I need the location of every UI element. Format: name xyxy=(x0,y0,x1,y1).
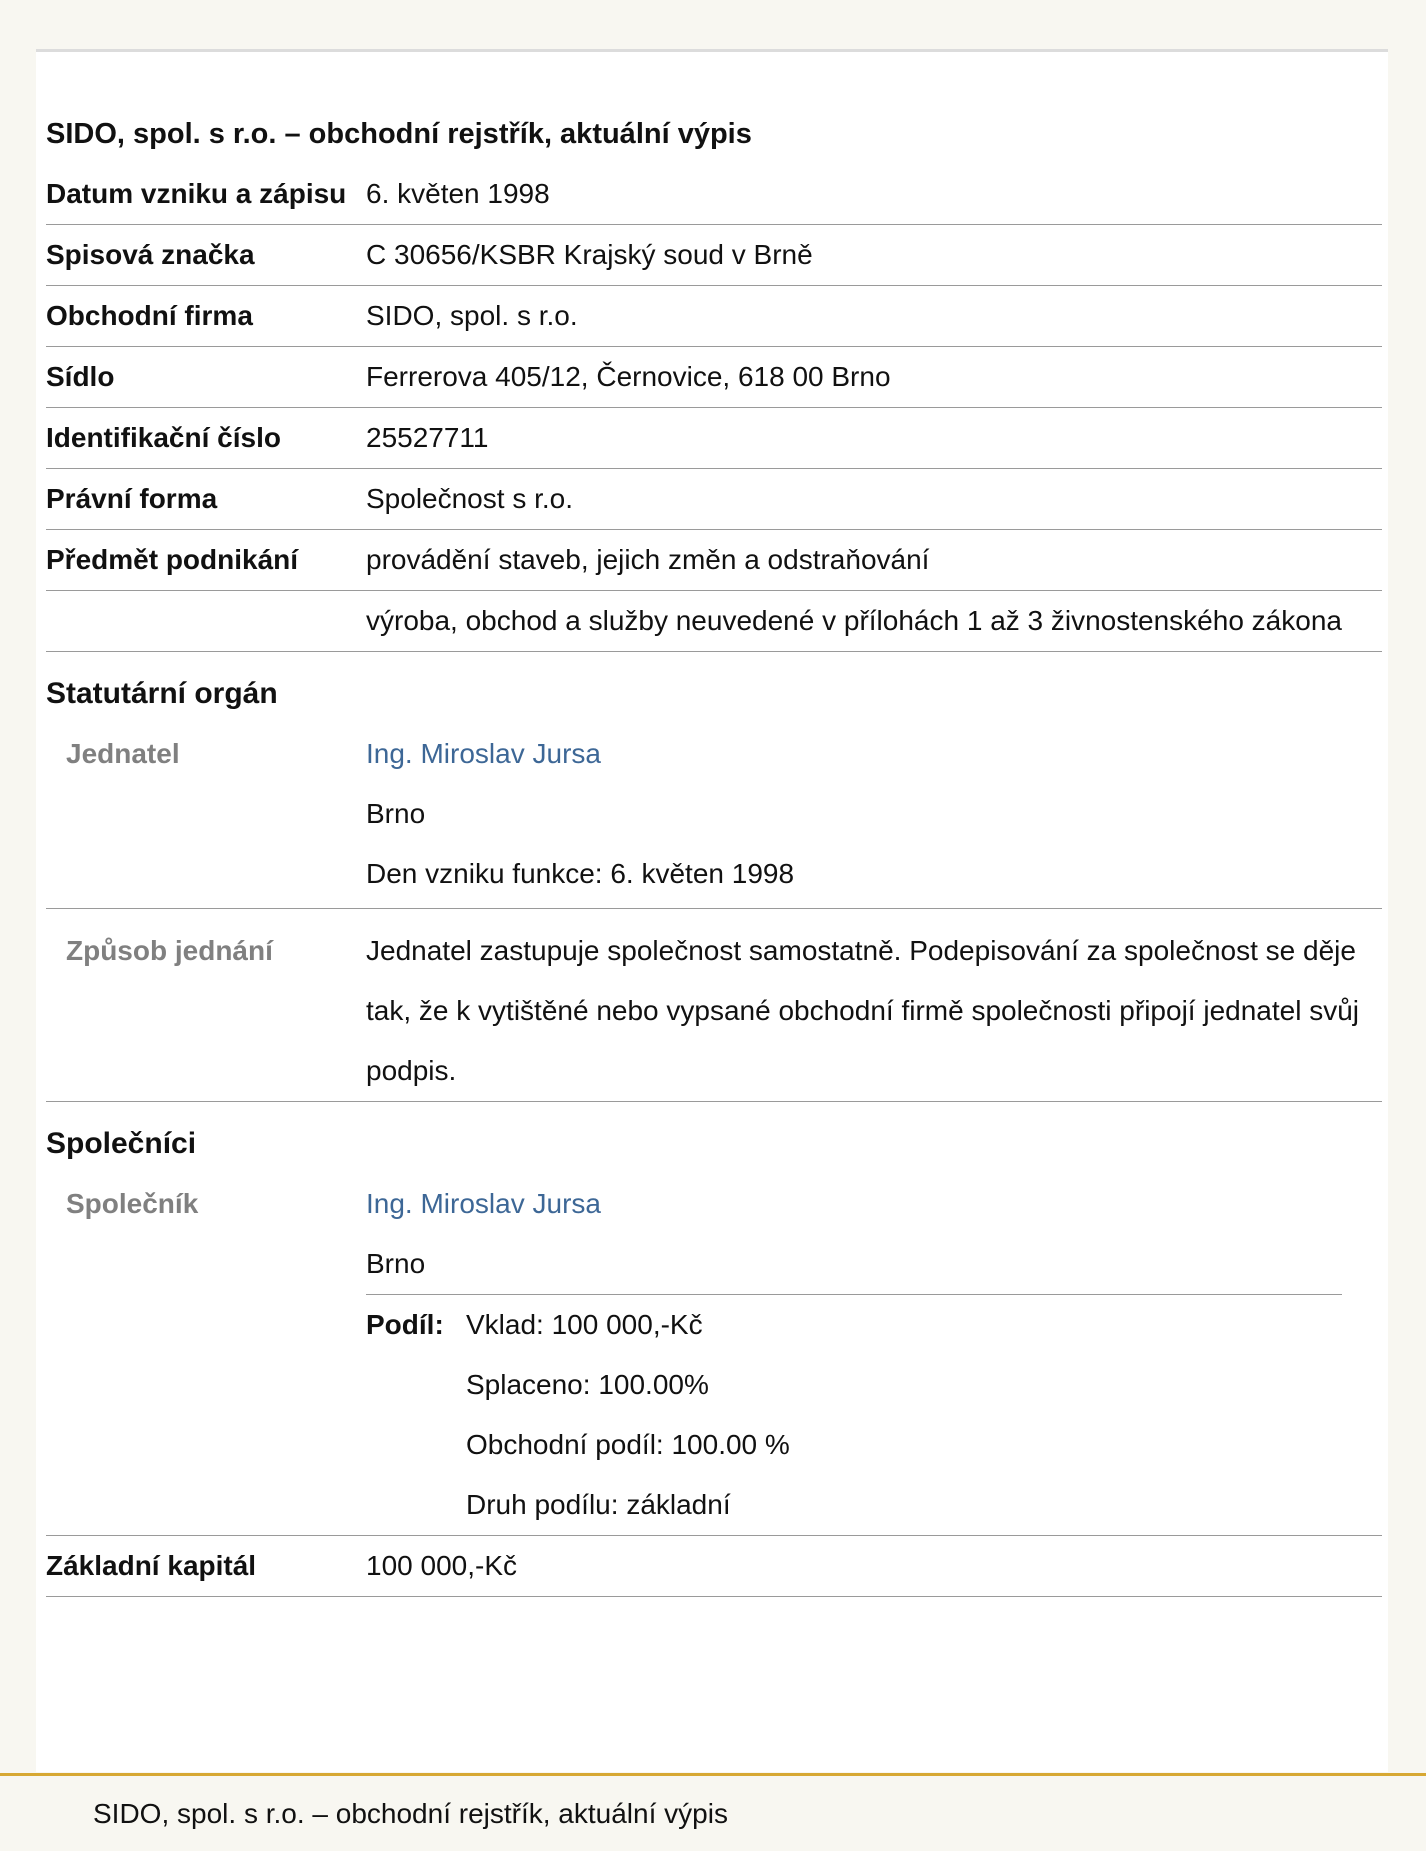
row-value: výroba, obchod a služby neuvedené v přílohách 1 až 3 živnostenského zákona xyxy=(366,591,1382,652)
manner-label: Způsob jednání xyxy=(46,909,366,1102)
row-value: provádění staveb, jejich změn a odstraňování xyxy=(366,530,1382,591)
row-label: Sídlo xyxy=(46,347,366,408)
register-row xyxy=(46,469,1382,530)
row-value: SIDO, spol. s r.o. xyxy=(366,286,1382,347)
partner-share xyxy=(366,1294,1342,1535)
row-label: Právní forma xyxy=(46,469,366,530)
row-label: Identifikační číslo xyxy=(46,408,366,469)
manner-row xyxy=(46,909,1382,1102)
share-kind: Druh podílu: základní xyxy=(466,1489,731,1520)
capital-value: 100 000,-Kč xyxy=(366,1536,1382,1597)
capital-row xyxy=(46,1536,1382,1597)
footer-text: SIDO, spol. s r.o. – obchodní rejstřík, aktuální výpis xyxy=(93,1798,728,1829)
partner-person-link[interactable]: Ing. Miroslav Jursa xyxy=(366,1188,601,1219)
row-label xyxy=(46,591,366,652)
share-deposit: Vklad: 100 000,-Kč xyxy=(466,1309,703,1340)
statutory-city: Brno xyxy=(366,798,426,829)
row-value: 25527711 xyxy=(366,408,1382,469)
partner-role: Společník xyxy=(46,1174,366,1536)
manner-text: Jednatel zastupuje společnost samostatně. Podepisování za společnost se děje tak, že k vytištěné nebo vypsané obchodní firmě společnosti připojí jednatel svůj podpis. xyxy=(366,909,1382,1102)
row-label: Datum vzniku a zápisu xyxy=(46,164,366,225)
row-value: C 30656/KSBR Krajský soud v Brně xyxy=(366,225,1382,286)
register-table xyxy=(46,164,1382,1597)
partners-heading: Společníci xyxy=(46,1127,197,1160)
share-paid: Splaceno: 100.00% xyxy=(466,1369,709,1400)
capital-label: Základní kapitál xyxy=(46,1536,366,1597)
row-label: Spisová značka xyxy=(46,225,366,286)
row-value: Společnost s r.o. xyxy=(366,469,1382,530)
statutory-person-link[interactable]: Ing. Miroslav Jursa xyxy=(366,738,601,769)
register-row xyxy=(46,408,1382,469)
partners-heading-row xyxy=(46,1102,1382,1175)
register-row xyxy=(46,225,1382,286)
partner-row xyxy=(46,1174,1382,1536)
register-row xyxy=(46,530,1382,591)
register-page xyxy=(36,49,1388,1772)
register-row xyxy=(46,286,1382,347)
footer xyxy=(0,1773,1426,1851)
statutory-heading: Statutární orgán xyxy=(46,677,278,710)
register-row xyxy=(46,347,1382,408)
statutory-heading-row xyxy=(46,652,1382,725)
statutory-person-row xyxy=(46,724,1382,909)
statutory-role: Jednatel xyxy=(46,724,366,909)
share-percent: Obchodní podíl: 100.00 % xyxy=(466,1429,790,1460)
row-value: Ferrerova 405/12, Černovice, 618 00 Brno xyxy=(366,347,1382,408)
register-row xyxy=(46,591,1382,652)
statutory-since: Den vzniku funkce: 6. květen 1998 xyxy=(366,858,795,889)
row-value: 6. květen 1998 xyxy=(366,164,1382,225)
register-content xyxy=(46,52,1382,1597)
register-row xyxy=(46,164,1382,225)
partner-city: Brno xyxy=(366,1248,426,1279)
row-label: Předmět podnikání xyxy=(46,530,366,591)
share-label: Podíl: xyxy=(366,1309,444,1340)
page-title: SIDO, spol. s r.o. – obchodní rejstřík, aktuální výpis xyxy=(46,118,752,150)
row-label: Obchodní firma xyxy=(46,286,366,347)
